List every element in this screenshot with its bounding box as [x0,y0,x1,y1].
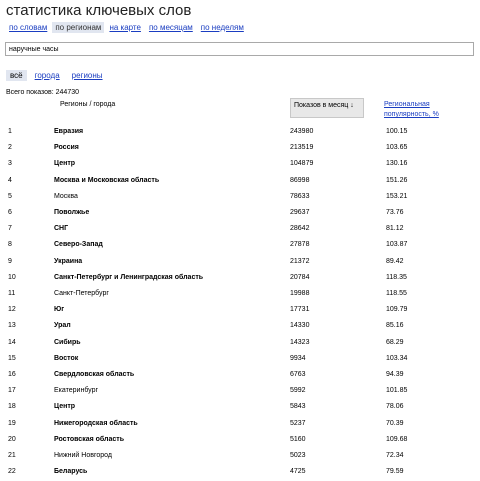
table-row [0,237,480,253]
row-index: 16 [8,371,16,378]
region-name: Россия [54,144,79,152]
table-row [0,318,480,334]
region-name: Северо-Запад [54,241,103,249]
region-name: Поволжье [54,209,90,216]
shows-count: 20784 [290,273,310,281]
table-row [0,383,480,399]
tab-by-regions[interactable]: по регионам [52,22,104,33]
tab-by-words[interactable]: по словам [9,23,48,32]
popularity-value: 70.39 [386,419,404,427]
shows-count: 213519 [290,144,314,152]
shows-count: 9934 [290,354,306,362]
popularity-value: 68.29 [386,338,404,346]
region-name: Урал [54,322,71,330]
tab-by-weeks[interactable]: по неделям [200,23,244,32]
region-name: Восток [54,354,79,362]
row-index: 8 [8,241,12,249]
filter-cities[interactable]: города [34,71,60,80]
row-index: 21 [8,452,16,459]
row-index: 22 [8,468,16,476]
region-name: Центр [54,403,76,411]
table-row [0,399,480,415]
table-row [0,156,480,172]
row-index: 17 [8,387,16,395]
shows-count: 14330 [290,322,310,330]
table-row [0,270,480,286]
tab-by-months[interactable]: по месяцам [148,23,193,32]
region-name: СНГ [54,225,69,233]
table-row [0,416,480,432]
shows-count: 5160 [290,435,306,443]
popularity-value: 118.35 [386,273,407,281]
table-row [0,124,480,140]
region-name: Нижегородская область [54,419,138,427]
shows-count: 17731 [290,306,310,314]
table-row [0,432,480,448]
popularity-value: 103.34 [386,354,408,362]
table-row [0,335,480,351]
region-name: Беларусь [54,468,88,476]
popularity-value: 85.16 [386,322,404,330]
shows-count: 5237 [290,419,306,427]
region-name: Москва и Московская область [54,176,160,184]
popularity-value: 103.65 [386,144,408,152]
region-name: Нижний Новгород [54,452,112,459]
shows-count: 78633 [290,192,310,200]
popularity-value: 103.87 [386,241,408,249]
shows-count: 5992 [290,387,306,395]
row-index: 1 [8,128,12,135]
column-header-popularity[interactable]: Региональная популярность, % [384,101,439,118]
popularity-value: 118.55 [386,290,407,297]
popularity-value: 151.26 [386,176,408,184]
region-name: Центр [54,160,76,168]
table-row [0,448,480,464]
popularity-value: 81.12 [386,225,404,233]
popularity-value: 130.16 [386,160,408,168]
row-index: 12 [8,306,16,314]
row-index: 13 [8,322,16,330]
row-index: 2 [8,144,12,152]
row-index: 4 [8,176,12,184]
shows-count: 4725 [290,468,306,476]
row-index: 15 [8,354,16,362]
region-name: Евразия [54,128,84,135]
table-row [0,140,480,156]
region-name: Свердловская область [54,371,135,378]
shows-count: 5843 [290,403,306,411]
region-name: Сибирь [54,338,81,346]
shows-count: 86998 [290,176,310,184]
shows-count: 243980 [290,128,314,135]
shows-count: 6763 [290,371,306,378]
popularity-value: 94.39 [386,371,404,378]
table-row [0,351,480,367]
table-header [0,96,480,122]
table-row [0,221,480,237]
region-name: Санкт-Петербург и Ленинградская область [54,273,204,281]
row-index: 18 [8,403,16,411]
popularity-value: 153.21 [386,192,408,200]
region-name: Украина [54,257,83,265]
table-row [0,367,480,383]
tab-on-map[interactable]: на карте [109,23,141,32]
row-index: 5 [8,192,12,200]
row-index: 14 [8,338,16,346]
table-row [0,302,480,318]
total-shows: Всего показов: 244730 [6,89,80,96]
popularity-value: 109.68 [386,435,408,443]
shows-count: 21372 [290,257,310,265]
shows-count: 27878 [290,241,310,249]
region-name: Санкт-Петербург [54,290,109,297]
shows-count: 104879 [290,160,314,168]
popularity-value: 101.85 [386,387,408,395]
shows-count: 29637 [290,209,310,216]
popularity-value: 100.15 [386,128,408,135]
page-title: статистика ключевых слов [6,2,192,19]
region-name: Юг [54,306,65,314]
table-row [0,205,480,221]
region-name: Ростовская область [54,435,125,443]
popularity-value: 109.79 [386,306,408,314]
popularity-value: 79.59 [386,468,404,476]
column-header-region: Регионы / города [60,101,116,108]
region-name: Москва [54,192,78,200]
top-tabs [6,22,247,33]
popularity-value: 73.76 [386,209,404,216]
shows-count: 5023 [290,452,306,459]
table-row [0,189,480,205]
row-index: 3 [8,160,12,168]
row-index: 9 [8,257,12,265]
search-input[interactable] [5,42,474,56]
table-row [0,464,480,480]
table-row [0,286,480,302]
row-index: 20 [8,435,16,443]
table-row [0,254,480,270]
popularity-value: 78.06 [386,403,404,411]
column-header-shows[interactable]: Показов в месяц ↓ [290,98,364,118]
popularity-value: 72.34 [386,452,404,459]
shows-count: 28642 [290,225,310,233]
shows-count: 19988 [290,290,310,297]
row-index: 11 [8,290,16,297]
shows-count: 14323 [290,338,310,346]
row-index: 10 [8,273,16,281]
filter-all[interactable]: всё [6,70,27,81]
filter-tabs [6,70,107,81]
popularity-value: 89.42 [386,257,404,265]
table-row [0,173,480,189]
row-index: 19 [8,419,16,427]
row-index: 7 [8,225,12,233]
region-name: Екатеринбург [54,387,99,395]
row-index: 6 [8,209,12,216]
filter-regions[interactable]: регионы [71,71,103,80]
